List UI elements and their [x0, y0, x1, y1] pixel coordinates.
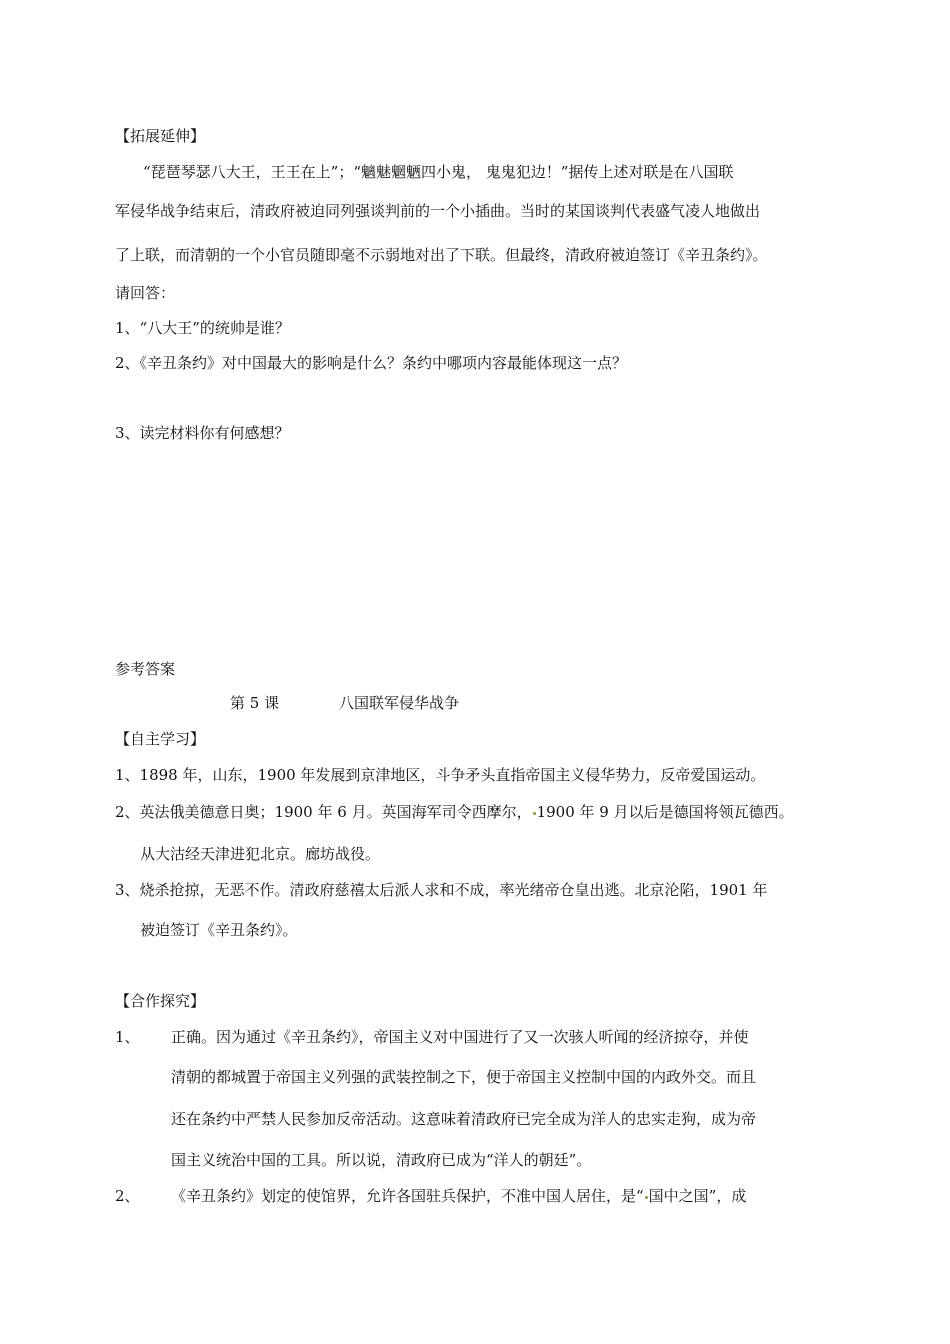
paragraph-line: 了上联，而清朝的一个小官员随即毫不示弱地对出了下联。但最终，清政府被迫签订《辛丑条约》。 [115, 246, 768, 264]
answers-title: 参考答案 [115, 660, 176, 678]
coop-answer-1-line: 还在条约中严禁人民参加反帝活动。这意味着清政府已完全成为洋人的忠实走狗，成为帝 [171, 1110, 757, 1128]
coop-answer-2-part1: 《辛丑条约》划定的使馆界，允许各国驻兵保护，不准中国人居住，是“ [171, 1187, 644, 1205]
answer-2-part1: 2、英法俄美德意日奥；1900 年 6 月。英国海军司令西摩尔， [115, 803, 532, 821]
lesson-title: 八国联军侵华战争 [339, 694, 460, 712]
answer-2 [115, 802, 794, 822]
answer-3-continued: 被迫签订《辛丑条约》。 [140, 921, 298, 939]
coop-answer-1-line: 国主义统治中国的工具。所以说，清政府已成为“洋人的朝廷”。 [171, 1151, 592, 1169]
coop-answer-2-line [171, 1186, 746, 1206]
answer-2-continued: 从大沽经天津进犯北京。廊坊战役。 [140, 845, 381, 863]
dot-mark [645, 1196, 648, 1199]
section-heading-cooperation: 【合作探究】 [115, 992, 206, 1010]
answer-2-part2: 1900 年 9 月以后是德国将领瓦德西。 [536, 803, 794, 821]
paragraph-line: 请回答： [115, 284, 176, 302]
lesson-number: 第 5 课 [230, 694, 280, 712]
answer-3: 3、烧杀抢掠，无恶不作。清政府慈禧太后派人求和不成，率光绪帝仓皇出逃。北京沦陷，1901 年 [115, 881, 768, 899]
coop-answer-1-number: 1、 [115, 1028, 140, 1046]
coop-answer-1-line: 清朝的都城置于帝国主义列强的武装控制之下，便于帝国主义控制中国的内政外交。而且 [171, 1068, 757, 1086]
question-2: 2、《辛丑条约》对中国最大的影响是什么？条约中哪项内容最能体现这一点？ [115, 354, 628, 372]
question-3: 3、读完材料你有何感想？ [115, 424, 290, 442]
coop-answer-1-line: 正确。因为通过《辛丑条约》，帝国主义对中国进行了又一次骇人听闻的经济掠夺，并使 [171, 1028, 749, 1046]
answer-1: 1、1898 年，山东，1900 年发展到京津地区，斗争矛头直指帝国主义侵华势力，反帝爱国运动。 [115, 766, 766, 784]
coop-answer-2-number: 2、 [115, 1187, 140, 1205]
question-1: 1、“八大王”的统帅是谁？ [115, 319, 290, 337]
paragraph-line: 军侵华战争结束后，清政府被迫同列强谈判前的一个小插曲。当时的某国谈判代表盛气凌人地做出 [115, 202, 761, 220]
section-heading-self-study: 【自主学习】 [115, 730, 206, 748]
dot-mark [533, 812, 536, 815]
paragraph-line: “琵琶琴瑟八大王，王王在上”；“魑魅魍魉四小鬼， 鬼鬼犯边！”据传上述对联是在八国联 [143, 163, 734, 181]
section-heading-extension: 【拓展延伸】 [115, 127, 206, 145]
coop-answer-2-part2: 国中之国”，成 [648, 1187, 747, 1205]
